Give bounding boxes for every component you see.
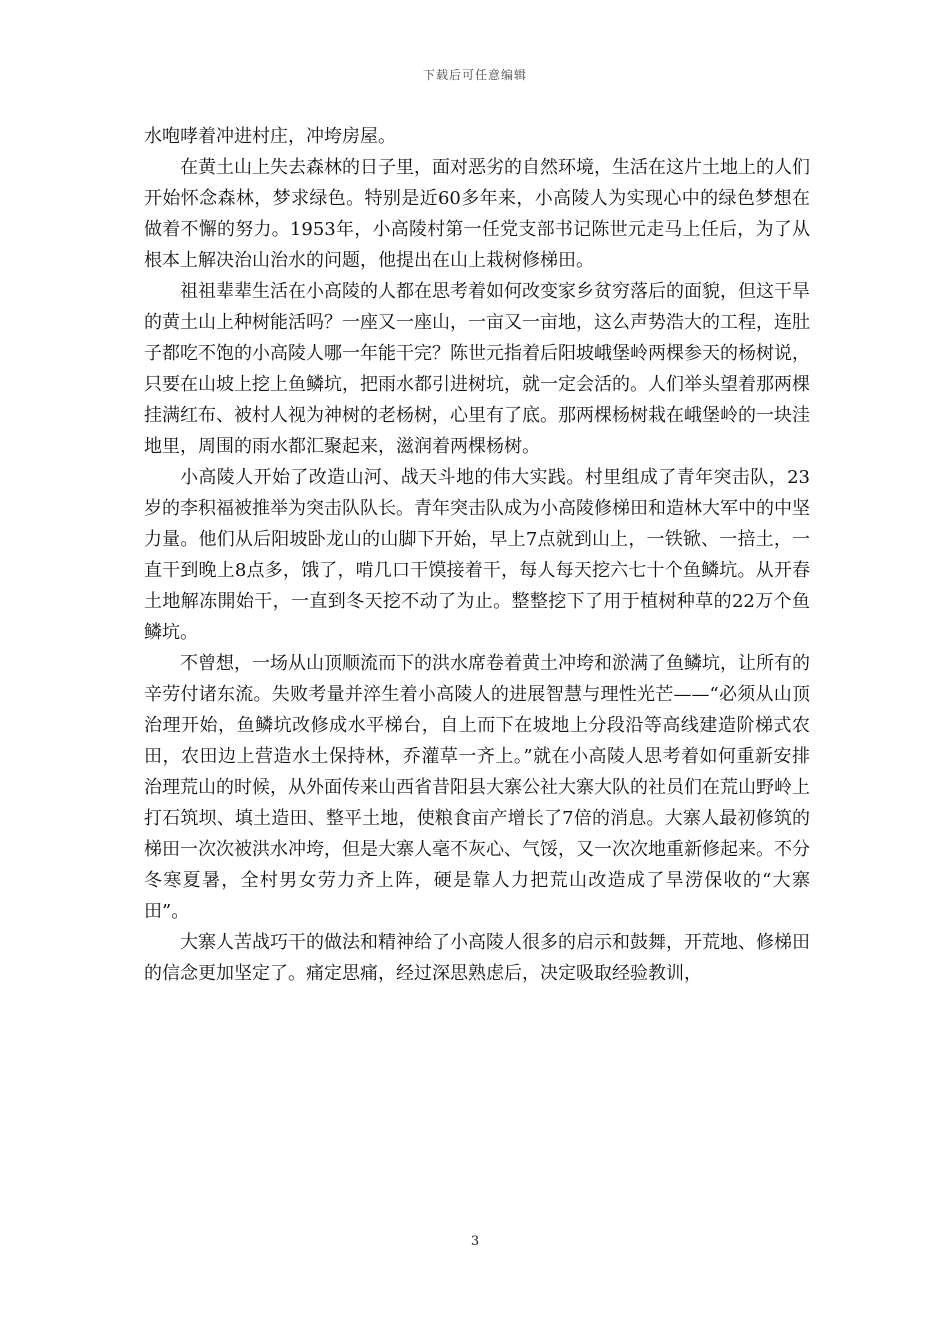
page-number: 3 xyxy=(470,1234,480,1249)
paragraph: 祖祖辈辈生活在小高陵的人都在思考着如何改变家乡贫穷落后的面貌，但这干旱的黄土山上种树能活吗？一座又一座山，一亩又一亩地，这么声势浩大的工程，连肚子都吃不饱的小高陵人哪一年能干完？陈世元指着后阳坡峨堡岭两棵参天的杨树说，只要在山坡上挖上鱼鳞坑，把雨水都引进树坑，就一定会活的。人们举头望着那两棵挂满红布、被村人视为神树的老杨树，心里有了底。那两棵杨树栽在峨堡岭的一块洼地里，周围的雨水都汇聚起来，滋润着两棵杨树。 xyxy=(144,281,810,457)
paragraph: 大寨人苦战巧干的做法和精神给了小高陵人很多的启示和鼓舞，开荒地、修梯田的信念更加坚定了。痛定思痛，经过深思熟虑后，决定吸取经验教训， xyxy=(144,932,810,984)
paragraph: 小高陵人开始了改造山河、战天斗地的伟大实践。村里组成了青年突击队，23岁的李积福被推举为突击队队长。青年突击队成为小高陵修梯田和造林大军中的中坚力量。他们从后阳坡卧龙山的山脚下开始，早上7点就到山上，一铁锨、一掊土，一直干到晚上8点多，饿了，啃几口干馍接着干，每人每天挖六七十个鱼鳞坑。从开春土地解冻開始干，一直到冬天挖不动了为止。整整挖下了用于植树种草的22万个鱼鳞坑。 xyxy=(144,467,810,643)
document-body xyxy=(144,121,810,989)
paragraph: 在黄土山上失去森林的日子里，面对恶劣的自然环境，生活在这片土地上的人们开始怀念森林，梦求绿色。特别是近60多年来，小高陵人为实现心中的绿色梦想在做着不懈的努力。1953年，小高陵村第一任党支部书记陈世元走马上任后，为了从根本上解决治山治水的问题，他提出在山上栽树修梯田。 xyxy=(144,157,810,271)
paragraph-continuation: 水咆哮着冲进村庄，冲垮房屋。 xyxy=(144,126,396,147)
paragraph: 不曾想，一场从山顶顺流而下的洪水席卷着黄土冲垮和淤满了鱼鳞坑，让所有的辛劳付诸东流。失败考量并淬生着小高陵人的进展智慧与理性光芒——“必须从山顶治理开始，鱼鳞坑改修成水平梯台，自上而下在坡地上分段沿等高线建造阶梯式农田，农田边上营造水土保持林，乔灌草一齐上。”就在小高陵人思考着如何重新安排治理荒山的时候，从外面传来山西省昔阳县大寨公社大寨大队的社员们在荒山野岭上打石筑坝、填土造田、整平土地，使粮食亩产增长了7倍的消息。大寨人最初修筑的梯田一次次被洪水冲垮，但是大寨人毫不灰心、气馁，又一次次地重新修起来。不分冬寒夏暑，全村男女劳力齐上阵，硬是靠人力把荒山改造成了旱涝保收的“大寨田”。 xyxy=(144,653,810,922)
page-header: 下载后可任意编辑 xyxy=(422,68,527,82)
